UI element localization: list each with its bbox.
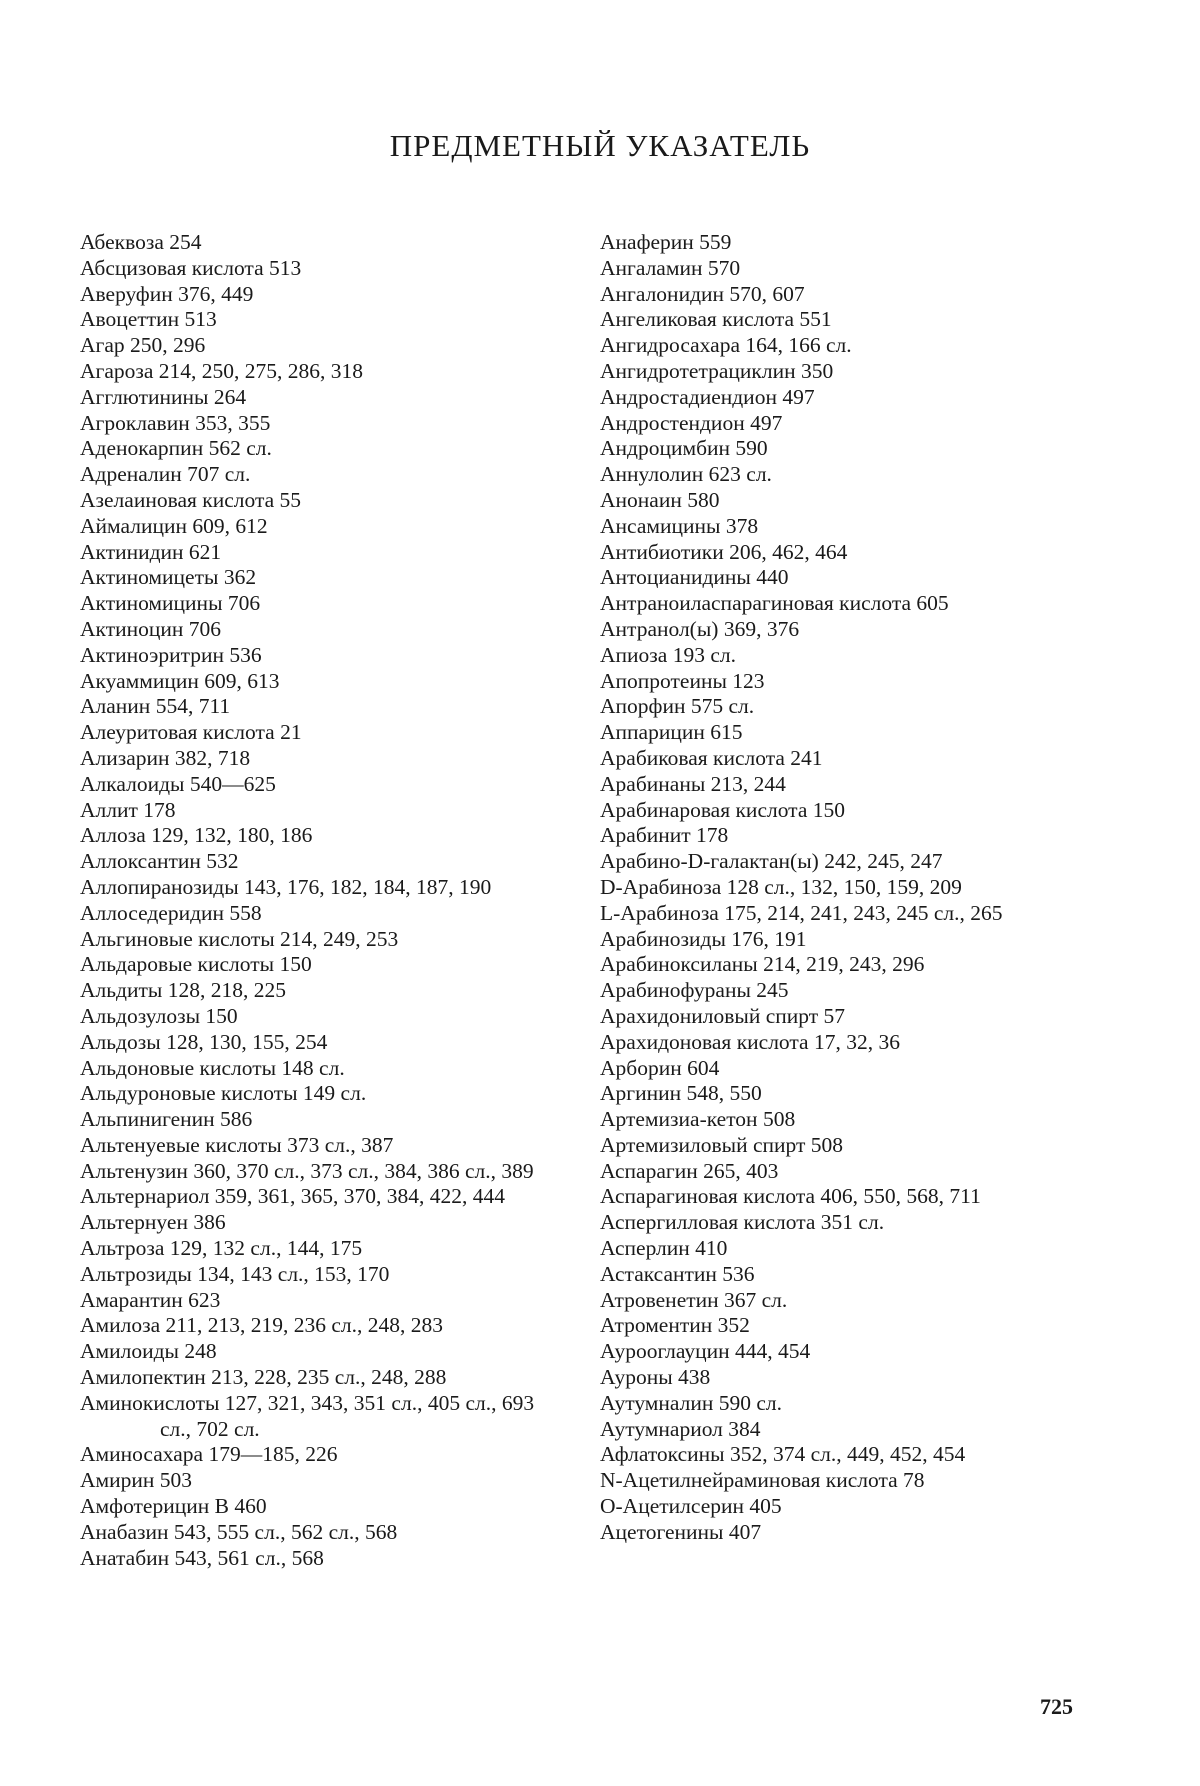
index-entry: Абсцизовая кислота 513 <box>80 255 302 280</box>
index-entry: Ангеликовая кислота 551 <box>600 307 832 332</box>
index-entry: Амфотерицин В 460 <box>80 1494 267 1519</box>
index-entry: Абеквоза 254 <box>80 230 202 254</box>
index-entry: Аспарагиновая кислота 406, 550, 568, 711 <box>600 1184 981 1209</box>
index-entry: Арахидоновая кислота 17, 32, 36 <box>600 1029 900 1054</box>
index-entry: Агроклавин 353, 355 <box>80 410 271 435</box>
index-entry: Арахидониловый спирт 57 <box>600 1003 846 1028</box>
index-entry: Аурооглауцин 444, 454 <box>600 1339 811 1364</box>
index-entry: Альпинигенин 586 <box>80 1107 253 1132</box>
index-entry: Аутумналин 590 сл. <box>600 1390 783 1415</box>
index-entry: Атроментин 352 <box>600 1313 750 1338</box>
index-entry: Аспергилловая кислота 351 сл. <box>600 1210 885 1235</box>
index-entry: Аспарагин 265, 403 <box>600 1158 779 1183</box>
index-entry: Аланин 554, 711 <box>80 694 231 719</box>
index-entry: Анатабин 543, 561 сл., 568 <box>80 1545 324 1570</box>
index-entry: Анонаин 580 <box>600 487 720 512</box>
index-entry: Агглютинины 264 <box>80 384 247 409</box>
index-entry: Арабинаны 213, 244 <box>600 771 786 796</box>
index-entry: Амилоза 211, 213, 219, 236 сл., 248, 283 <box>80 1313 444 1338</box>
index-entry: Альдозулозы 150 <box>80 1003 238 1028</box>
index-entry: Ансамицины 378 <box>600 513 759 538</box>
index-entry: Арабинаровая кислота 150 <box>600 797 846 822</box>
index-entry: Агароза 214, 250, 275, 286, 318 <box>80 358 364 383</box>
index-entry: Арборин 604 <box>600 1055 720 1080</box>
index-entry: Алеуритовая кислота 21 <box>80 720 302 745</box>
index-entry: Актинидин 621 <box>80 539 222 564</box>
index-entry: Альтенуевые кислоты 373 сл., 387 <box>80 1132 394 1157</box>
index-entry: Аллит 178 <box>80 797 176 822</box>
index-entry: Альдаровые кислоты 150 <box>80 952 312 977</box>
index-entry: Азелаиновая кислота 55 <box>80 487 302 512</box>
index-entry: Аннулолин 623 сл. <box>600 462 772 487</box>
index-entry: O-Ацетилсерин 405 <box>600 1494 782 1519</box>
index-entry: Артемизиловый спирт 508 <box>600 1132 844 1157</box>
index-entry: Агар 250, 296 <box>80 333 206 358</box>
index-entry: Аппарицин 615 <box>600 720 743 745</box>
index-entry: Ангидротетрациклин 350 <box>600 358 834 383</box>
index-entry: Альтроза 129, 132 сл., 144, 175 <box>80 1236 363 1261</box>
index-entry: Аутумнариол 384 <box>600 1416 761 1441</box>
index-column-right <box>600 230 1080 1546</box>
index-entry: Актиноэритрин 536 <box>80 642 262 667</box>
index-entry: Андростадиендион 497 <box>600 384 815 409</box>
index-column-left <box>80 230 555 1571</box>
index-entry: Аллоза 129, 132, 180, 186 <box>80 823 313 848</box>
index-entry: Актиномицины 706 <box>80 591 261 616</box>
index-entry: Арабинофураны 245 <box>600 978 789 1003</box>
index-entry: Аденокарпин 562 сл. <box>80 436 272 461</box>
index-entry: Аймалицин 609, 612 <box>80 513 268 538</box>
page-number: 725 <box>1040 1694 1073 1719</box>
index-entry: Арабиноксиланы 214, 219, 243, 296 <box>600 952 925 977</box>
index-entry: Антибиотики 206, 462, 464 <box>600 539 848 564</box>
index-entry: Апопротеины 123 <box>600 668 765 693</box>
index-entry: Антраноиласпарагиновая кислота 605 <box>600 591 949 616</box>
index-entry: Ауроны 438 <box>600 1365 711 1390</box>
index-entry: Альдиты 128, 218, 225 <box>80 978 286 1003</box>
index-entry: Актиномицеты 362 <box>80 565 257 590</box>
index-entry: Атровенетин 367 сл. <box>600 1287 788 1312</box>
index-entry: Альтрозиды 134, 143 сл., 153, 170 <box>80 1261 390 1286</box>
index-entry: Ангаламин 570 <box>600 255 741 280</box>
index-entry: Амирин 503 <box>80 1468 193 1493</box>
index-entry: Аргинин 548, 550 <box>600 1081 762 1106</box>
index-entry: Альтернариол 359, 361, 365, 370, 384, 422, 444 <box>80 1184 506 1209</box>
index-entry: Альгиновые кислоты 214, 249, 253 <box>80 926 399 951</box>
index-entry: Ангидросахара 164, 166 сл. <box>600 333 852 358</box>
index-entry: Ангалонидин 570, 607 <box>600 281 805 306</box>
index-entry: Аминосахара 179—185, 226 <box>80 1442 338 1467</box>
index-entry: N-Ацетилнейраминовая кислота 78 <box>600 1468 925 1493</box>
index-entry: Альтернуен 386 <box>80 1210 226 1235</box>
index-entry: Амилопектин 213, 228, 235 сл., 248, 288 <box>80 1365 447 1390</box>
index-entry: Андростендион 497 <box>600 410 783 435</box>
index-entry: Алкалоиды 540—625 <box>80 771 276 796</box>
index-entry: L-Арабиноза 175, 214, 241, 243, 245 сл., 265 <box>600 900 1003 925</box>
index-entry: Апорфин 575 сл. <box>600 694 755 719</box>
index-entry: Амарантин 623 <box>80 1287 221 1312</box>
index-entry: Акуаммицин 609, 613 <box>80 668 280 693</box>
index-entry: Артемизиа-кетон 508 <box>600 1107 796 1132</box>
page-title: ПРЕДМЕТНЫЙ УКАЗАТЕЛЬ <box>389 128 811 163</box>
index-entry: Арабинит 178 <box>600 823 729 848</box>
index-entry: Антоцианидины 440 <box>600 565 789 590</box>
index-entry: Авоцеттин 513 <box>80 307 217 332</box>
index-entry: Анабазин 543, 555 сл., 562 сл., 568 <box>80 1519 398 1544</box>
index-entry: D-Арабиноза 128 сл., 132, 150, 159, 209 <box>600 874 962 899</box>
index-entry: Арабинозиды 176, 191 <box>600 926 807 951</box>
index-entry: Аминокислоты 127, 321, 343, 351 сл., 405 сл., 693 сл., 702 сл. <box>80 1390 535 1441</box>
index-entry: Арабиковая кислота 241 <box>600 745 823 770</box>
index-entry: Адреналин 707 сл. <box>80 462 251 487</box>
index-entry: Альдозы 128, 130, 155, 254 <box>80 1029 328 1054</box>
index-entry: Амилоиды 248 <box>80 1339 217 1364</box>
index-entry: Ацетогенины 407 <box>600 1519 762 1544</box>
index-entry: Афлатоксины 352, 374 сл., 449, 452, 454 <box>600 1442 966 1467</box>
index-entry: Аверуфин 376, 449 <box>80 281 254 306</box>
index-entry: Асперлин 410 <box>600 1236 728 1261</box>
index-entry: Ализарин 382, 718 <box>80 745 251 770</box>
index-entry: Астаксантин 536 <box>600 1261 755 1286</box>
index-entry: Антранол(ы) 369, 376 <box>600 616 800 641</box>
index-entry: Альдоновые кислоты 148 сл. <box>80 1055 345 1080</box>
index-entry: Андроцимбин 590 <box>600 436 768 461</box>
index-entry: Аллопиранозиды 143, 176, 182, 184, 187, 190 <box>80 874 492 899</box>
index-entry: Аллоседеридин 558 <box>80 900 262 925</box>
index-entry: Аллоксантин 532 <box>80 849 239 874</box>
index-entry: Апиоза 193 сл. <box>600 642 736 667</box>
index-entry: Анаферин 559 <box>600 230 732 254</box>
index-entry: Альдуроновые кислоты 149 сл. <box>80 1081 367 1106</box>
index-entry: Арабино-D-галактан(ы) 242, 245, 247 <box>600 849 943 874</box>
index-entry: Актиноцин 706 <box>80 616 221 641</box>
index-entry: Альтенузин 360, 370 сл., 373 сл., 384, 386 сл., 389 <box>80 1158 534 1183</box>
